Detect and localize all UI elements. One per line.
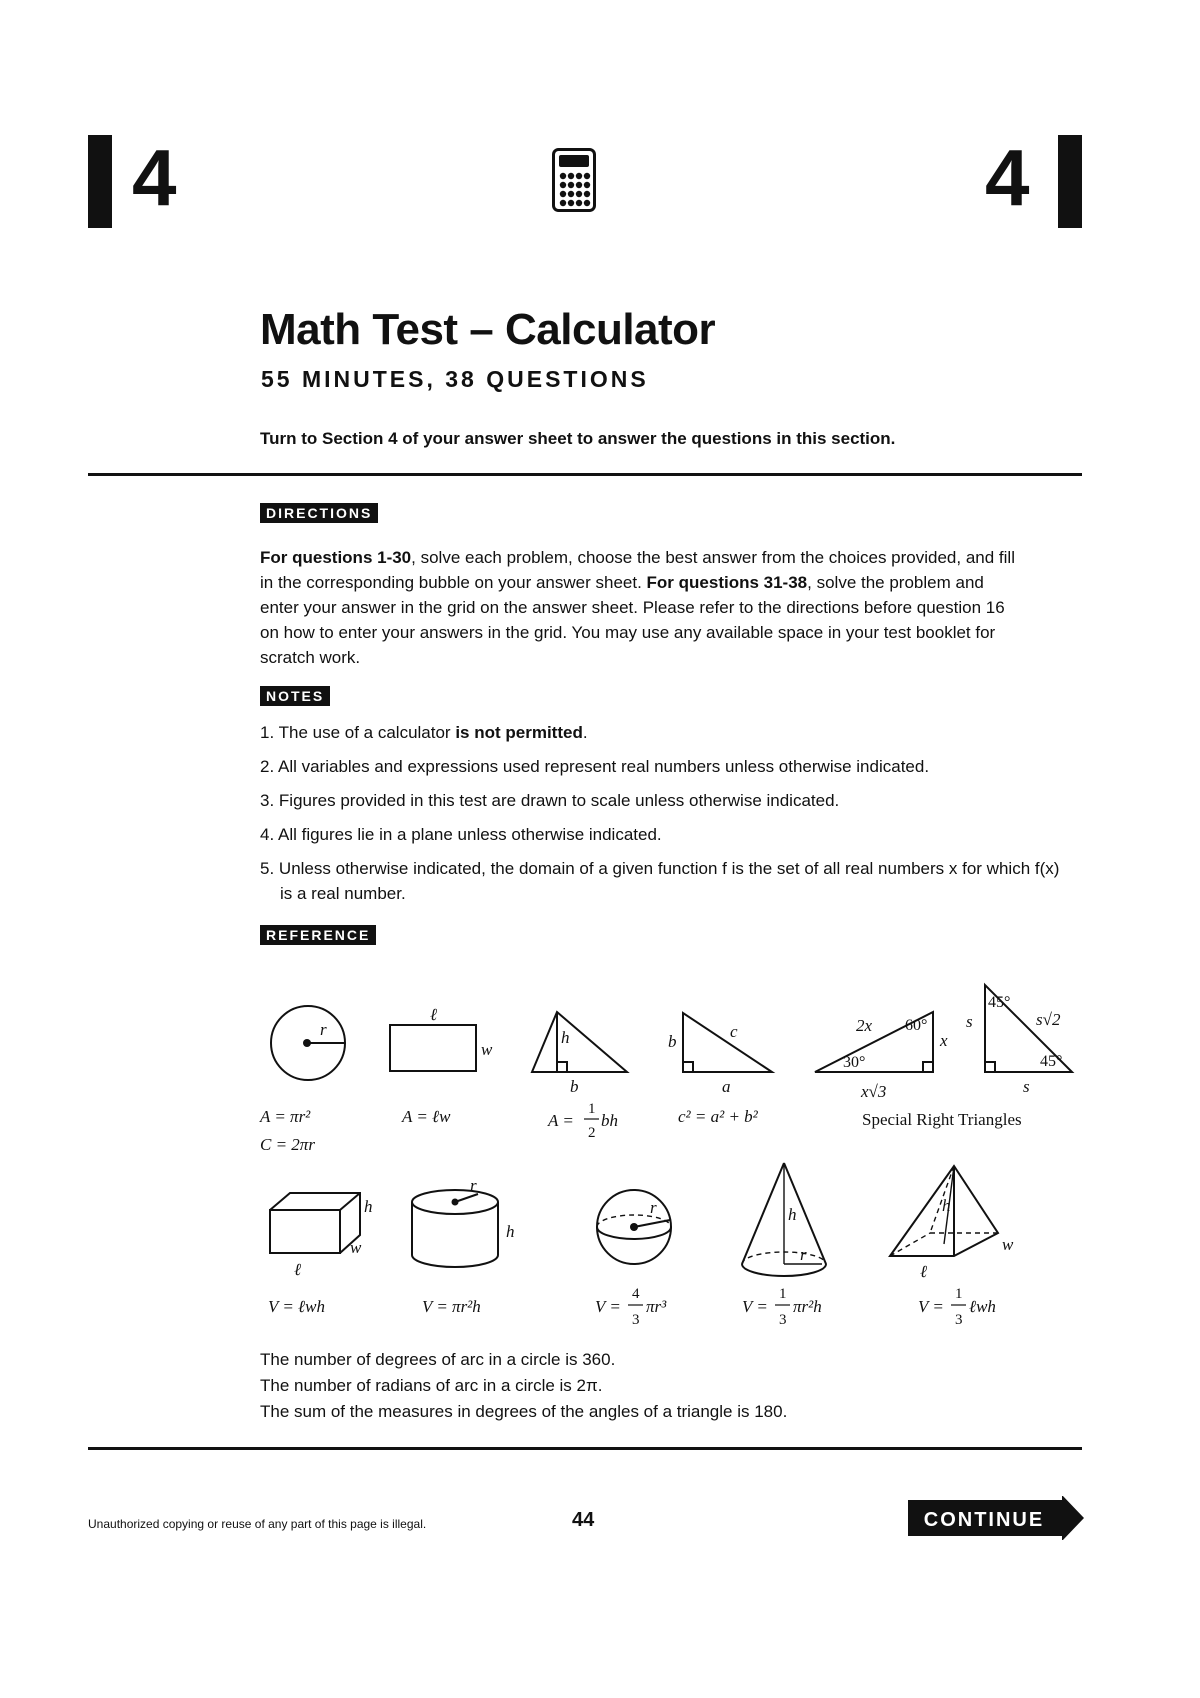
directions-text — [260, 545, 1020, 670]
note-item: 4. All figures lie in a plane unless otherwise indicated. — [260, 825, 662, 844]
rt-b-label: b — [668, 1032, 677, 1051]
cylinder-r-label: r — [470, 1176, 477, 1195]
tri-area-formula-den: 2 — [588, 1125, 596, 1141]
directions-label: DIRECTIONS — [260, 503, 378, 523]
pyramid-volume-formula-post: ℓwh — [969, 1297, 996, 1316]
tri45-hyp-label: s√2 — [1036, 1010, 1061, 1029]
tri-area-formula-num: 1 — [588, 1101, 596, 1117]
calculator-icon — [552, 148, 596, 212]
fact-line: The sum of the measures in degrees of the angles of a triangle is 180. — [260, 1402, 788, 1421]
cone-volume-formula-pre: V = — [742, 1297, 768, 1316]
rt-c-label: c — [730, 1022, 738, 1041]
directions-part-3: For questions 31-38 — [646, 573, 808, 592]
box-w-label: w — [350, 1238, 362, 1257]
section-bar-right — [1058, 135, 1082, 228]
note-item: 3. Figures provided in this test are drawn to scale unless otherwise indicated. — [260, 791, 840, 810]
tri306090-x-label: x — [940, 1031, 948, 1050]
fact-line: The number of radians of arc in a circle is 2π. — [260, 1376, 603, 1395]
copyright-notice: Unauthorized copying or reuse of any part of this page is illegal. — [88, 1517, 427, 1531]
cone-r-label: r — [800, 1245, 807, 1264]
special-triangles-caption: Special Right Triangles — [862, 1110, 1022, 1129]
cylinder-volume-formula: V = πr²h — [422, 1297, 481, 1316]
directions-part-4: , solve the problem and enter your answer in the grid on the answer sheet. Please refer to the directions before question 16 on how to enter your answers in the grid. You may use any available space in your test booklet for scratch work. — [260, 573, 1005, 667]
directions-part-1: For questions 1-30 — [260, 548, 412, 567]
tri-h-label: h — [561, 1028, 570, 1047]
circle-area-formula: A = πr² — [260, 1107, 311, 1126]
reference-facts — [260, 1347, 787, 1425]
box-volume-formula: V = ℓwh — [268, 1297, 325, 1316]
rect-w-label: w — [481, 1040, 493, 1059]
tri306090-hyp-label: 2x — [856, 1016, 873, 1035]
bottom-rule — [88, 1447, 1082, 1450]
note-item: 5. Unless otherwise indicated, the domain of a given function f is the set of all real numbers x for which f(x) is a real number. — [260, 859, 1060, 903]
tri45-s-bottom-label: s — [1023, 1077, 1030, 1096]
rt-a-label: a — [722, 1077, 731, 1096]
reference-label: REFERENCE — [260, 925, 376, 945]
tri45-a2-label: 45° — [1040, 1053, 1063, 1070]
page-subtitle: 55 MINUTES, 38 QUESTIONS — [261, 366, 649, 392]
continue-label: CONTINUE — [923, 1509, 1045, 1531]
note-item: 2. All variables and expressions used represent real numbers unless otherwise indicated. — [260, 757, 930, 776]
page-number: 44 — [572, 1509, 595, 1531]
tri-area-formula-pre: A = — [548, 1111, 574, 1130]
sphere-r-label: r — [650, 1198, 657, 1217]
section-instruction: Turn to Section 4 of your answer sheet to answer the questions in this section. — [260, 429, 896, 448]
cone-volume-formula-den: 3 — [779, 1312, 787, 1328]
continue-button[interactable] — [908, 1496, 1084, 1540]
box-l-label: ℓ — [294, 1260, 302, 1279]
pyramid-w-label: w — [1002, 1235, 1014, 1254]
section-number-left: 4 — [132, 133, 177, 222]
sphere-volume-formula-num: 4 — [632, 1286, 640, 1302]
rect-l-label: ℓ — [430, 1005, 438, 1024]
cylinder-h-label: h — [506, 1222, 515, 1241]
section-bar-left — [88, 135, 112, 228]
tri306090-base-label: x√3 — [861, 1082, 887, 1101]
cone-h-label: h — [788, 1205, 797, 1224]
rect-area-formula: A = ℓw — [402, 1107, 451, 1126]
directions-part-2: , solve each problem, choose the best answer from the choices provided, and fill in the corresponding bubble on your answer sheet. — [260, 548, 1015, 592]
sphere-volume-formula-post: πr³ — [646, 1297, 667, 1316]
pyramid-h-label: h — [942, 1196, 951, 1215]
pyramid-volume-formula-pre: V = — [918, 1297, 944, 1316]
notes-label: NOTES — [260, 686, 330, 706]
tri45-a1-label: 45° — [988, 994, 1011, 1011]
notes-list — [260, 720, 1060, 915]
tri-area-formula-post: bh — [601, 1111, 618, 1130]
box-h-label: h — [364, 1197, 373, 1216]
note-item: 1. The use of a calculator is not permitted. — [260, 723, 588, 742]
tri306090-60-label: 60° — [905, 1017, 928, 1034]
top-rule — [88, 473, 1082, 476]
sphere-volume-formula-pre: V = — [595, 1297, 621, 1316]
circle-r-label: r — [320, 1020, 327, 1039]
circle-circumference-formula: C = 2πr — [260, 1135, 315, 1154]
tri-b-label: b — [570, 1077, 579, 1096]
section-number-right: 4 — [985, 133, 1030, 222]
cone-volume-formula-post: πr²h — [793, 1297, 822, 1316]
tri45-s-left-label: s — [966, 1012, 973, 1031]
cone-volume-formula-num: 1 — [779, 1286, 787, 1302]
reference-figures — [250, 975, 1100, 1335]
tri306090-30-label: 30° — [843, 1054, 866, 1071]
pyramid-volume-formula-num: 1 — [955, 1286, 963, 1302]
sphere-volume-formula-den: 3 — [632, 1312, 640, 1328]
page-title: Math Test – Calculator — [260, 305, 716, 354]
pyramid-volume-formula-den: 3 — [955, 1312, 963, 1328]
pyramid-l-label: ℓ — [920, 1262, 928, 1281]
fact-line: The number of degrees of arc in a circle is 360. — [260, 1350, 616, 1369]
pythagorean-formula: c² = a² + b² — [678, 1107, 758, 1126]
